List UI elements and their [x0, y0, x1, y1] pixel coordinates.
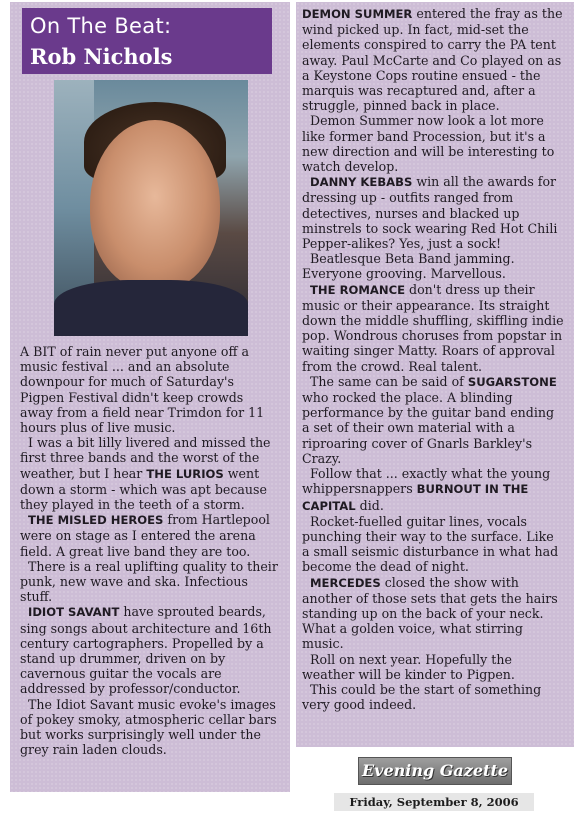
paragraph-text: did. [355, 497, 384, 513]
article-text-right [302, 6, 564, 712]
paragraph-text: have sprouted beards, sing songs about architecture and 16th century cartographers. Propelled by a stand up drummer, driven on by cavernous guitar the vocals are addressed by professor/conductor. [20, 604, 272, 697]
band-name: IDIOT SAVANT [28, 605, 120, 620]
paragraph-text: don't dress up their music or their appearance. Its straight down the middle shuffling, skiffling indie pop. Wondrous choruses from popstar in waiting singer Matty. Roars of approval from the crowd. Real talent. [302, 281, 564, 374]
paragraph-text: closed the show with another of those sets that gets the hairs standing up on the back of your neck. What a golden voice, what stirring music. [302, 574, 558, 652]
article-paragraph [302, 282, 564, 374]
columnist-photo [54, 80, 248, 336]
paragraph-text: Demon Summer now look a lot more like former band Procession, but it's a new direction and will be interesting to watch develop. [302, 113, 555, 175]
article-paragraph [302, 575, 564, 652]
paragraph-text: went down a storm - which was apt because they played in the teeth of a storm. [20, 465, 267, 513]
article-paragraph [302, 514, 564, 575]
paragraph-text: This could be the start of something very good indeed. [302, 681, 542, 713]
paragraph-text: I was a bit lilly livered and missed the first three bands and the worst of the weather, but I hear [20, 435, 271, 481]
band-name: MERCEDES [310, 575, 381, 590]
article-paragraph [20, 512, 278, 559]
paragraph-text: A BIT of rain never put anyone off a music festival ... and an absolute downpour for much of Saturday's Pigpen Festival didn't keep crowds away from a field near Trimdon for 11 hours plus of live music. [20, 344, 265, 436]
band-name: SUGARSTONE [467, 374, 557, 389]
band-name: DEMON SUMMER [302, 7, 413, 21]
paragraph-text: entered the fray as the wind picked up. In fact, mid-set the elements conspired to carry the PA tent away. Paul McCarte and Co played on as a Keystone Cops routine ensued - the marquis was recaptured and, after a struggle, pinned back in place. [302, 6, 563, 114]
paragraph-text: from Hartlepool were on stage as I entered the arena field. A great live band they are too. [20, 512, 270, 559]
article-paragraph [20, 559, 278, 605]
paragraph-text: win all the awards for dressing up - outfits ranged from detectives, nurses and blacked up minstrels to sock wearing Red Hot Chili Pepper-alikes? Yes, just a sock! [302, 174, 558, 252]
article-paragraph [302, 113, 564, 174]
paragraph-text: The same can be said of [310, 373, 468, 389]
paragraph-text: The Idiot Savant music evoke's images of pokey smoky, atmospheric cellar bars but works surprisingly well under the grey rain laden clouds. [20, 696, 277, 758]
article-paragraph [302, 6, 564, 113]
article-text-left [20, 344, 278, 757]
column-kicker: On The Beat: [30, 14, 172, 38]
article-paragraph [302, 174, 564, 251]
band-name: BURNOUT IN THE CAPITAL [302, 482, 529, 513]
dateline: Friday, September 8, 2006 [334, 793, 534, 811]
article-paragraph [302, 652, 564, 682]
photo-shirt [54, 280, 248, 336]
article-paragraph [20, 344, 278, 435]
paragraph-text: Roll on next year. Hopefully the weather will be kinder to Pigpen. [302, 651, 515, 682]
article-paragraph [302, 682, 564, 712]
band-name: THE ROMANCE [310, 282, 405, 297]
photo-face [90, 120, 220, 290]
article-paragraph [20, 435, 278, 512]
paragraph-text: There is a real uplifting quality to their punk, new wave and ska. Infectious stuff. [20, 558, 278, 605]
masthead-logo: Evening Gazette [358, 757, 512, 785]
paragraph-text: Follow that ... exactly what the young whippersnappers [302, 466, 551, 497]
paragraph-text: Rocket-fuelled guitar lines, vocals punching their way to the surface. Like a small seismic disturbance in what had become the dead of night. [302, 513, 559, 575]
article-paragraph [20, 604, 278, 696]
article-paragraph [20, 697, 278, 758]
band-name: THE MISLED HEROES [28, 513, 164, 528]
band-name: THE LURIOS [146, 466, 224, 481]
paragraph-text: Beatlesque Beta Band jamming. Everyone grooving. Marvellous. [302, 251, 515, 282]
article-paragraph [302, 466, 564, 514]
article-paragraph [302, 251, 564, 281]
article-paragraph [302, 374, 564, 466]
paragraph-text: who rocked the place. A blinding performance by the guitar band ending a set of their own material with a riproaring cover of Gnarls Barkley's Crazy. [302, 390, 555, 466]
column-header [22, 8, 272, 74]
band-name: DANNY KEBABS [310, 175, 413, 190]
columnist-byline: Rob Nichols [30, 44, 173, 69]
